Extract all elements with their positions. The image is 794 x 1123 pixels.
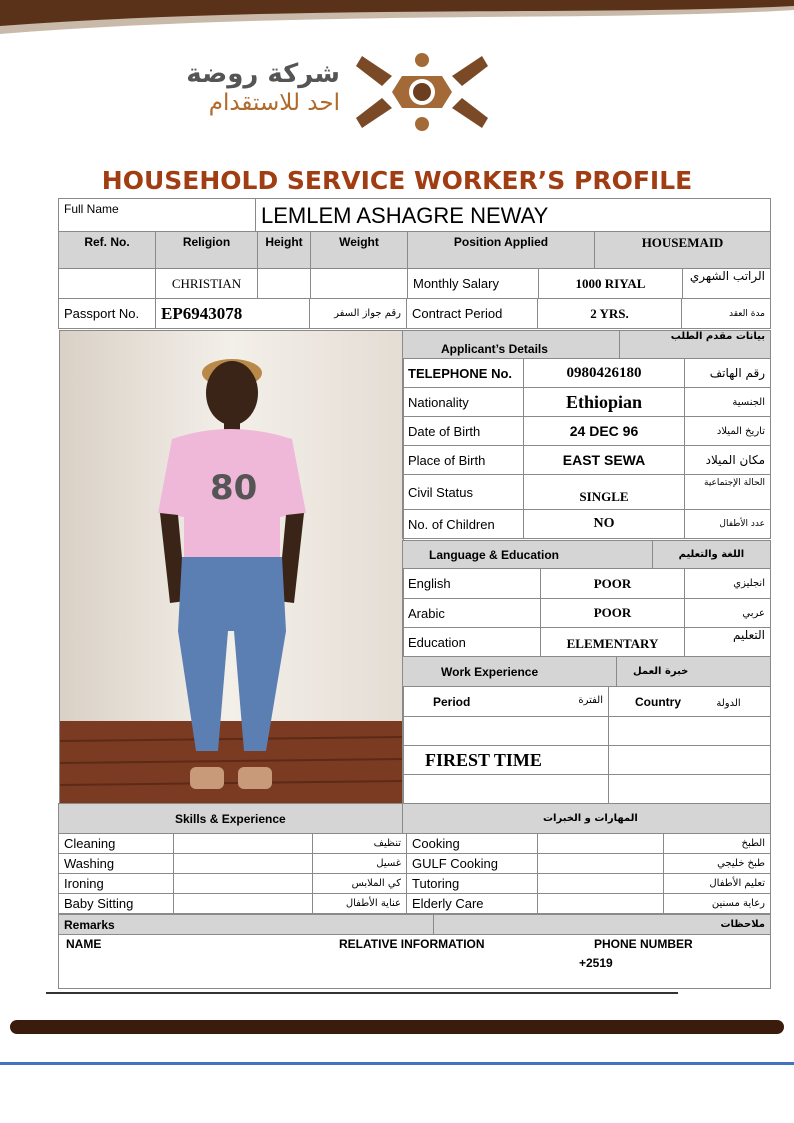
skill-value [538,874,664,894]
skill-label: Washing [59,854,174,874]
education-label-ar: التعليم [685,628,771,657]
country-header [609,687,771,717]
skill-label-ar: طبخ خليجي [664,854,771,874]
detail-value: Ethiopian [524,388,685,417]
position-applied-value: HOUSEMAID [595,232,771,269]
company-name-ar: شركة روضة [186,59,340,89]
experience-period-cell [403,775,609,804]
passport-value: EP6943078 [156,299,310,329]
passport-label: Passport No. [59,299,156,329]
detail-label-ar: تاريخ الميلاد [685,417,771,446]
language-value: POOR [541,599,685,628]
skill-label: Baby Sitting [59,894,174,914]
detail-label-ar: عدد الأطفال [685,510,771,539]
contract-period-label: Contract Period [407,299,538,329]
height-header: Height [258,232,311,269]
skill-label-ar: غسيل [313,854,407,874]
remarks-phone-value: +2519 [579,956,613,970]
full-name-label: Full Name [59,199,256,232]
skill-label: Cooking [407,834,538,854]
contract-period-value: 2 YRS. [538,299,682,329]
skill-value [174,834,313,854]
remarks-header: Remarks [59,915,434,935]
skill-label: Cleaning [59,834,174,854]
monthly-salary-label: Monthly Salary [408,269,539,299]
company-subtitle-ar: احد للاستقدام [208,90,340,116]
language-label: English [403,569,541,599]
language-value: POOR [541,569,685,599]
monthly-salary-label-ar: الراتب الشهري [683,269,771,299]
experience-note: FIREST TIME [403,746,609,775]
company-logo-icon [352,46,492,138]
applicant-photo [59,330,404,804]
detail-label: Date of Birth [403,417,524,446]
skill-value [538,894,664,914]
detail-value: 24 DEC 96 [524,417,685,446]
education-label: Education [403,628,541,657]
detail-value: SINGLE [524,475,685,510]
applicant-details-header-ar: بيانات مقدم الطلب [619,331,770,359]
remarks-header-ar: ملاحظات [433,915,770,935]
language-education-header-ar: اللغة والتعليم [652,541,770,569]
skill-label-ar: عناية الأطفال [313,894,407,914]
monthly-salary-value: 1000 RIYAL [539,269,683,299]
detail-label: Nationality [403,388,524,417]
weight-header: Weight [311,232,408,269]
detail-label-ar: مكان الميلاد [685,446,771,475]
skill-value [538,834,664,854]
language-education-header: Language & Education [403,541,653,569]
skill-label: Ironing [59,874,174,894]
ref-no-value [59,269,156,299]
detail-label-ar: رقم الهاتف [685,359,771,388]
skill-value [174,854,313,874]
header-swoosh [0,0,794,42]
work-experience-header: Work Experience [403,657,617,687]
footer-bar [10,1020,784,1034]
skill-label: Elderly Care [407,894,538,914]
ref-no-header: Ref. No. [59,232,156,269]
country-label-ar: الدولة [716,697,741,709]
detail-value: 0980426180 [524,359,685,388]
remarks-body [59,935,771,989]
weight-value [311,269,408,299]
skills-header: Skills & Experience [59,804,403,834]
skill-label-ar: رعاية مسنين [664,894,771,914]
skill-value [174,874,313,894]
detail-label: Civil Status [403,475,524,510]
skill-label-ar: الطبخ [664,834,771,854]
skill-label-ar: تنظيف [313,834,407,854]
position-applied-header: Position Applied [408,232,595,269]
language-label-ar: انجليزي [685,569,771,599]
detail-value: NO [524,510,685,539]
period-label: Period [433,694,471,709]
period-header [403,687,609,717]
religion-value: CHRISTIAN [156,269,258,299]
detail-label: No. of Children [403,510,524,539]
detail-label: TELEPHONE No. [403,359,524,388]
language-label-ar: عربي [685,599,771,628]
contract-period-label-ar: مدة العقد [682,299,771,329]
language-label: Arabic [403,599,541,628]
detail-label-ar: الحالة الإجتماعية [685,475,771,510]
country-label: Country [635,694,681,709]
experience-country-cell [609,746,771,775]
applicant-details-header: Applicant’s Details [403,331,620,359]
remarks-relative-label: RELATIVE INFORMATION [339,937,485,951]
skill-label: Tutoring [407,874,538,894]
skill-label-ar: كي الملابس [313,874,407,894]
religion-header: Religion [156,232,258,269]
skill-label-ar: تعليم الأطفال [664,874,771,894]
skills-header-ar: المهارات و الخبرات [403,804,771,834]
footer-blue-line [0,1062,794,1065]
page-title: HOUSEHOLD SERVICE WORKER’S PROFILE [101,166,693,195]
experience-country-cell [609,717,771,746]
work-experience-header-ar: خبرة العمل [617,657,771,687]
footer-line [46,992,678,994]
shirt-print: 80 [210,468,258,508]
skill-value [174,894,313,914]
skill-value [538,854,664,874]
remarks-phone-label: PHONE NUMBER [594,937,693,951]
remarks-name-label: NAME [66,937,102,951]
skill-label: GULF Cooking [407,854,538,874]
full-name-value: LEMLEM ASHAGRE NEWAY [256,199,771,232]
height-value [258,269,311,299]
period-label-ar: الفترة [578,694,603,706]
detail-value: EAST SEWA [524,446,685,475]
passport-label-ar: رقم جواز السفر [310,299,407,329]
detail-label: Place of Birth [403,446,524,475]
experience-country-cell [609,775,771,804]
experience-period-cell [403,717,609,746]
detail-label-ar: الجنسية [685,388,771,417]
education-value: ELEMENTARY [541,628,685,657]
